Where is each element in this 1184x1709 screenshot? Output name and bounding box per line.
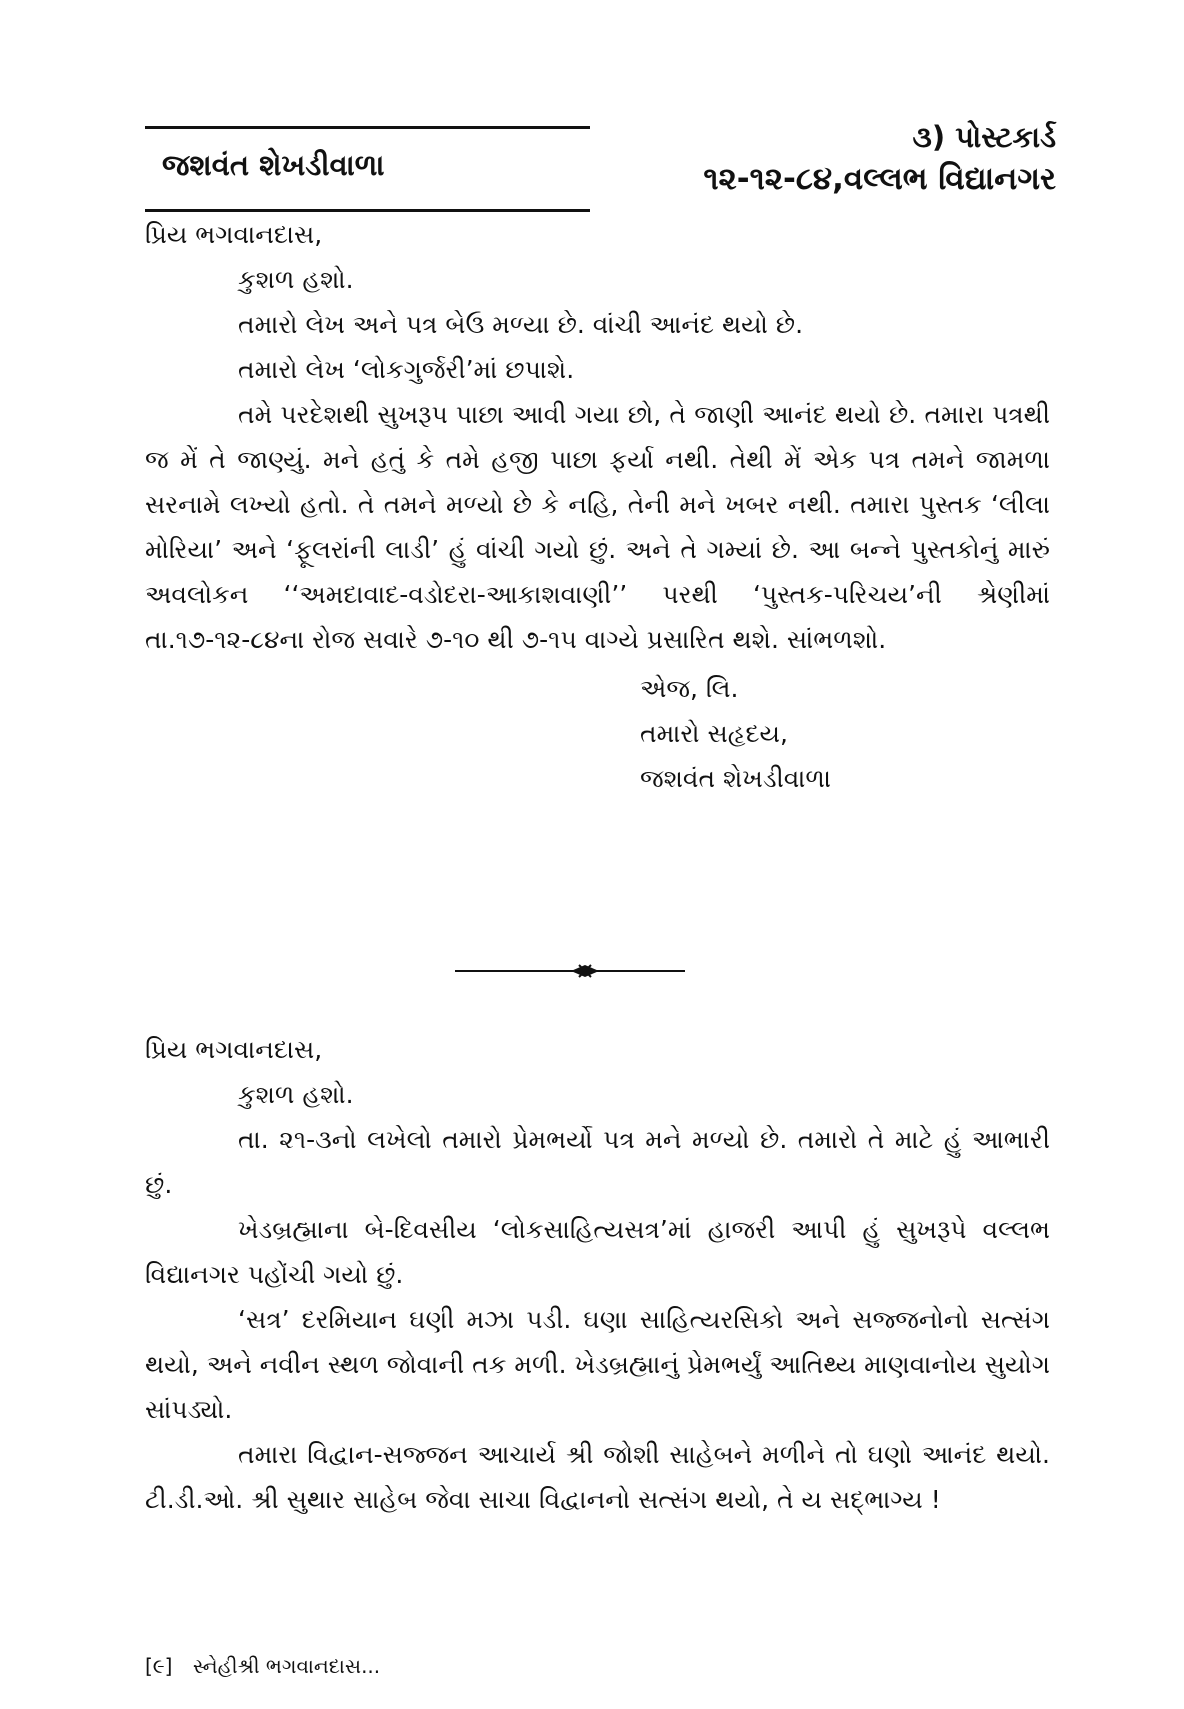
letter-one-line-1: તમારો લેખ અને પત્ર બેઉ મળ્યા છે. વાંચી આનંદ થયો છે. — [238, 310, 804, 339]
page-number: [૯] — [145, 1654, 173, 1678]
letter-one — [145, 212, 1050, 801]
running-title: સ્નેહીશ્રી ભગવાનદાસ... — [192, 1654, 381, 1678]
letter-two-paragraph-1: તા. ૨૧-૩નો લખેલો તમારો પ્રેમભર્યો પત્ર મને મળ્યો છે. તમારો તે માટે હું આભારી છું. — [145, 1125, 1050, 1199]
letter-one-body: તમે પરદેશથી સુખરૂપ પાછા આવી ગયા છો, તે જાણી આનંદ થયો છે. તમારા પત્રથી જ મેં તે જાણ્યું. મને હતું કે તમે હજી પાછા ફર્યા નથી. તેથી મેં એક પત્ર તમને જામળા સરનામે લખ્યો હતો. તે તમને મળ્યો છે કે નહિ, તેની મને ખબર નથી. તમારા પુસ્તક ‘લીલા મોરિયા’ અને ‘ફૂલરાંની લાડી’ હું વાંચી ગયો છું. અને તે ગમ્યાં છે. આ બન્ને પુસ્તકોનું મારું અવલોકન ‘‘અમદાવાદ-વડોદરા-આકાશવાણી’’ પરથી ‘પુસ્તક-પરિચય’ની શ્રેણીમાં તા.૧૭-૧૨-૮૪ના રોજ સવારે ૭-૧૦ થી ૭-૧૫ વાગ્યે પ્રસારિત થશે. સાંભળશો. — [145, 400, 1050, 654]
author-header-box — [140, 126, 590, 212]
letter-one-closing-1: એજ, લિ. — [640, 674, 739, 703]
letter-two-paragraph-3: ‘સત્ર’ દરમિયાન ઘણી મઝા પડી. ઘણા સાહિત્યરસિકો અને સજ્જનોનો સત્સંગ થયો, અને નવીન સ્થળ જોવાની તક મળી. ખેડબ્રહ્માનું પ્રેમભર્યું આતિથ્ય માણવાનોય સુયોગ સાંપડ્યો. — [145, 1305, 1050, 1424]
letter-two-paragraph-2: ખેડબ્રહ્માના બે-દિવસીય ‘લોકસાહિત્યસત્ર’માં હાજરી આપી હું સુખરૂપે વલ્લભ વિદ્યાનગર પહોંચી ગયો છું. — [145, 1215, 1050, 1289]
letter-date-place: ૧૨-૧૨-૮૪,વલ્લભ વિદ્યાનગર — [703, 161, 1056, 197]
letter-one-line-2: તમારો લેખ ‘લોકગુર્જરી’માં છપાશે. — [238, 355, 575, 384]
letter-two-paragraph-4: તમારા વિદ્વાન-સજ્જન આચાર્ય શ્રી જોશી સાહેબને મળીને તો ઘણો આનંદ થયો. ટી.ડી.ઓ. શ્રી સુથાર સાહેબ જેવા સાચા વિદ્વાનનો સત્સંગ થયો, તે ય સદ્ભાગ્ય ! — [145, 1440, 1050, 1514]
author-name: જશવંત શેખડીવાળા — [162, 148, 385, 182]
page-footer — [145, 1654, 380, 1678]
letter-one-salutation: પ્રિય ભગવાનદાસ, — [145, 220, 323, 249]
letter-one-closing-2: તમારો સહૃદય, — [640, 719, 788, 748]
letter-two — [145, 1027, 1050, 1522]
letter-heading — [703, 120, 1056, 198]
letter-number: ૩) પોસ્ટકાર્ડ — [912, 120, 1056, 154]
header-rule-top — [145, 126, 590, 129]
floral-divider-icon — [455, 964, 685, 978]
letter-two-salutation: પ્રિય ભગવાનદાસ, — [145, 1035, 323, 1064]
letter-one-greeting: કુશળ હશો. — [238, 265, 354, 294]
letter-one-signature: જશવંત શેખડીવાળા — [640, 764, 832, 793]
letter-two-greeting: કુશળ હશો. — [238, 1080, 354, 1109]
